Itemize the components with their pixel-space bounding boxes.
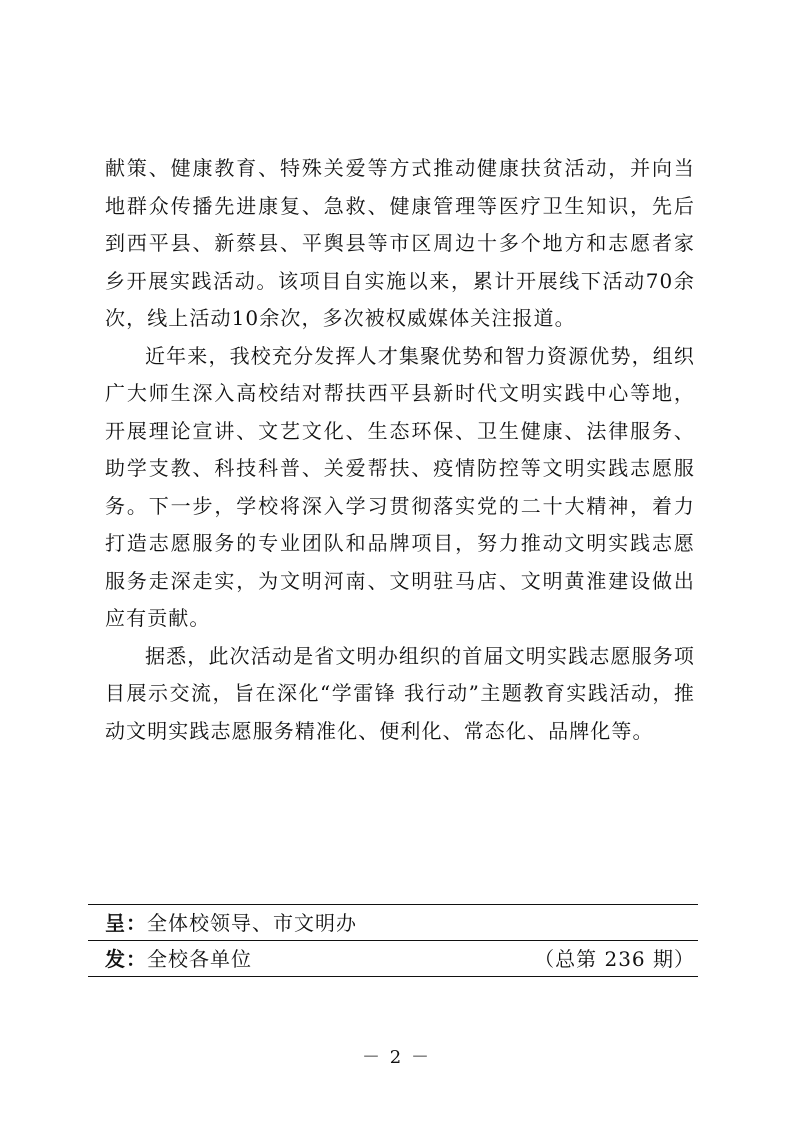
- page-number: － 2 －: [362, 1047, 431, 1068]
- paragraph-recent-years: 近年来，我校充分发挥人才集聚优势和智力资源优势，组织广大师生深入高校结对帮扶西平县新时代文明实践中心等地，开展理论宣讲、文艺文化、生态环保、卫生健康、法律服务、助学支教、科技科普、关爱帮扶、疫情防控等文明实践志愿服务。下一步，学校将深入学习贯彻落实党的二十大精神，着力打造志愿服务的专业团队和品牌项目，努力推动文明实践志愿服务走深走实，为文明河南、文明驻马店、文明黄淮建设做出应有贡献。: [105, 343, 695, 630]
- submit-recipients: 全体校领导、市文明办: [147, 911, 357, 935]
- paragraph-reportedly: 据悉，此次活动是省文明办组织的首届文明实践志愿服务项目展示交流，旨在深化“学雷锋 我行动”主题教育实践活动，推动文明实践志愿服务精准化、便利化、常态化、品牌化等。: [105, 643, 695, 743]
- distribute-to-line: [105, 941, 695, 977]
- article-body: [105, 150, 695, 750]
- distribute-recipients: 全校各单位: [147, 947, 252, 971]
- distribute-label: 发：: [105, 947, 147, 971]
- paragraph-continuation: 献策、健康教育、特殊关爱等方式推动健康扶贫活动，并向当地群众传播先进康复、急救、健康管理等医疗卫生知识，先后到西平县、新蔡县、平舆县等市区周边十多个地方和志愿者家乡开展实践活动。该项目自实施以来，累计开展线下活动70余次，线上活动10余次，多次被权威媒体关注报道。: [105, 156, 695, 330]
- submit-label: 呈：: [105, 911, 147, 935]
- submit-to-line: [105, 905, 695, 941]
- issue-number: （总第 236 期）: [534, 947, 695, 971]
